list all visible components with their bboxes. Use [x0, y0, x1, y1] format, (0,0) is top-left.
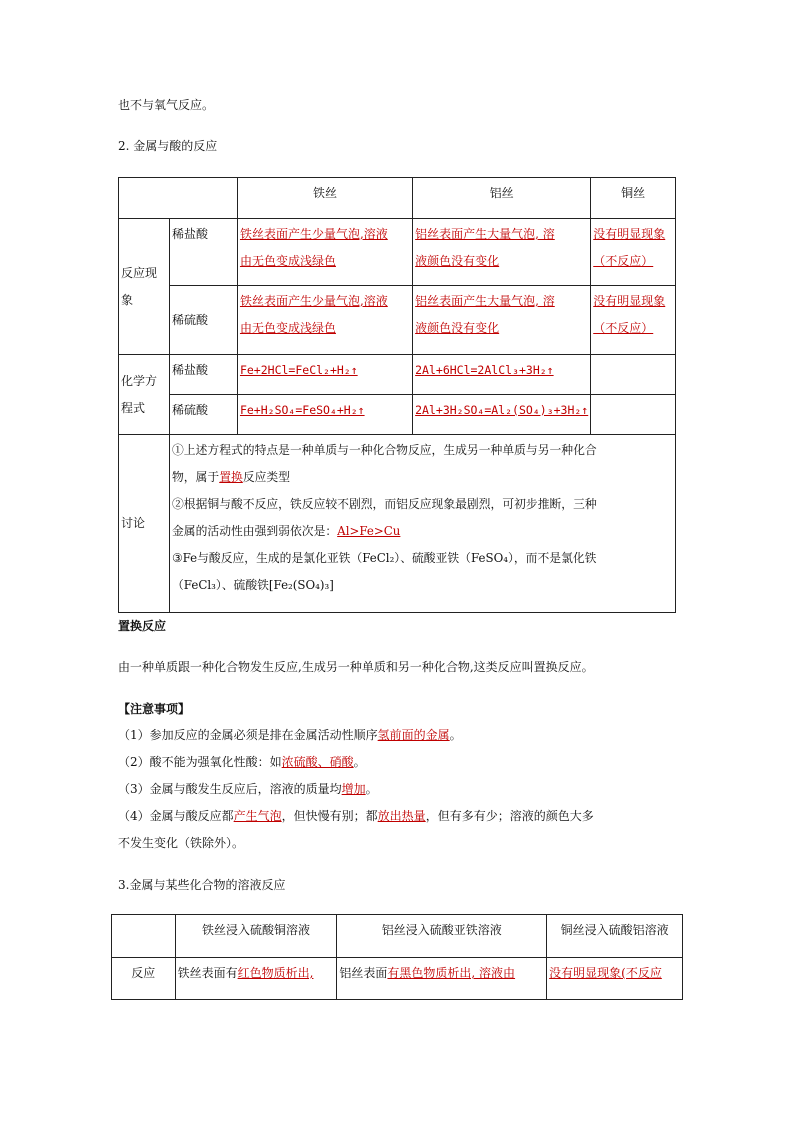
eq-al-h2so4: 2Al+3H₂SO₄=Al₂(SO₄)₃+3H₂↑: [413, 395, 591, 435]
reaction-fe: 铁丝表面有红色物质析出,: [175, 958, 337, 1000]
reaction-al: 铝丝表面有黑色物质析出, 溶液由: [337, 958, 547, 1000]
eq-fe-hcl: Fe+2HCl=FeCl₂+H₂↑: [237, 355, 412, 395]
eq-cu-hcl: [591, 355, 676, 395]
col-header-fe-cuso4: 铁丝浸入硫酸铜溶液: [175, 915, 337, 958]
intro-line: 也不与氧气反应。: [118, 98, 215, 112]
obs-al-h2so4: 铝丝表面产生大量气泡, 溶 液颜色没有变化: [413, 286, 591, 355]
acid-label-h2so4: 稀硫酸: [170, 286, 238, 355]
col-header-cu: 铜丝: [591, 178, 676, 219]
section3-heading: 3.金属与某些化合物的溶液反应: [118, 878, 286, 892]
metal-solution-table: [111, 914, 683, 1000]
col-header-fe: 铁丝: [237, 178, 412, 219]
eq-acid-label-hcl: 稀盐酸: [170, 355, 238, 395]
note-4-cont: 不发生变化（铁除外）。: [118, 836, 245, 850]
obs-cu-h2so4: 没有明显现象 （不反应）: [591, 286, 676, 355]
row-label-discussion: 讨论: [119, 435, 170, 613]
section2-heading: 2. 金属与酸的反应: [118, 139, 218, 153]
col-header-al-feso4: 铝丝浸入硫酸亚铁溶液: [337, 915, 547, 958]
row-label-equation: 化学方程式: [119, 355, 170, 435]
acid-label-hcl: 稀盐酸: [170, 219, 238, 286]
table-corner: [119, 178, 238, 219]
notes-title: 【注意事项】: [118, 702, 191, 716]
eq-acid-label-h2so4: 稀硫酸: [170, 395, 238, 435]
displacement-definition: 由一种单质跟一种化合物发生反应,生成另一种单质和另一种化合物,这类反应叫置换反应。: [118, 660, 594, 674]
note-4: （4）金属与酸反应都产生气泡，但快慢有别；都放出热量，但有多有少；溶液的颜色大多: [118, 809, 594, 823]
obs-fe-hcl: 铁丝表面产生少量气泡,溶液 由无色变成浅绿色: [237, 219, 412, 286]
table3-corner: [112, 915, 176, 958]
row-label-observation: 反应现象: [119, 219, 170, 355]
obs-al-hcl: 铝丝表面产生大量气泡, 溶 液颜色没有变化: [413, 219, 591, 286]
discussion-cell: ①上述方程式的特点是一种单质与一种化合物反应，生成另一种单质与另一种化合 物，属于置换反应类型 ②根据铜与酸不反应，铁反应较不剧烈，而铝反应现象最剧烈，可初步推断，三种 金属的活动性由强到弱依次是：Al>Fe>Cu ③Fe与酸反应，生成的是氯化亚铁（FeCl₂）、硫酸亚铁（FeSO₄），而不是氯化铁 （FeCl₃）、硫酸铁[Fe₂(SO₄)₃]: [170, 435, 676, 613]
obs-cu-hcl: 没有明显现象 （不反应）: [591, 219, 676, 286]
col-header-al: 铝丝: [413, 178, 591, 219]
note-3: （3）金属与酸发生反应后，溶液的质量均增加。: [118, 782, 378, 796]
eq-fe-h2so4: Fe+H₂SO₄=FeSO₄+H₂↑: [237, 395, 412, 435]
note-2: （2）酸不能为强氧化性酸：如浓硫酸、硝酸。: [118, 755, 366, 769]
displacement-title: 置换反应: [118, 619, 167, 633]
note-1: （1）参加反应的金属必须是排在金属活动性顺序氢前面的金属。: [118, 728, 462, 742]
obs-fe-h2so4: 铁丝表面产生少量气泡,溶液 由无色变成浅绿色: [237, 286, 412, 355]
col-header-cu-al2so4: 铜丝浸入硫酸铝溶液: [547, 915, 683, 958]
row-label-reaction: 反应: [112, 958, 176, 1000]
eq-al-hcl: 2Al+6HCl=2AlCl₃+3H₂↑: [413, 355, 591, 395]
eq-cu-h2so4: [591, 395, 676, 435]
metal-acid-table: [118, 177, 676, 613]
reaction-cu: 没有明显现象(不反应: [547, 958, 683, 1000]
